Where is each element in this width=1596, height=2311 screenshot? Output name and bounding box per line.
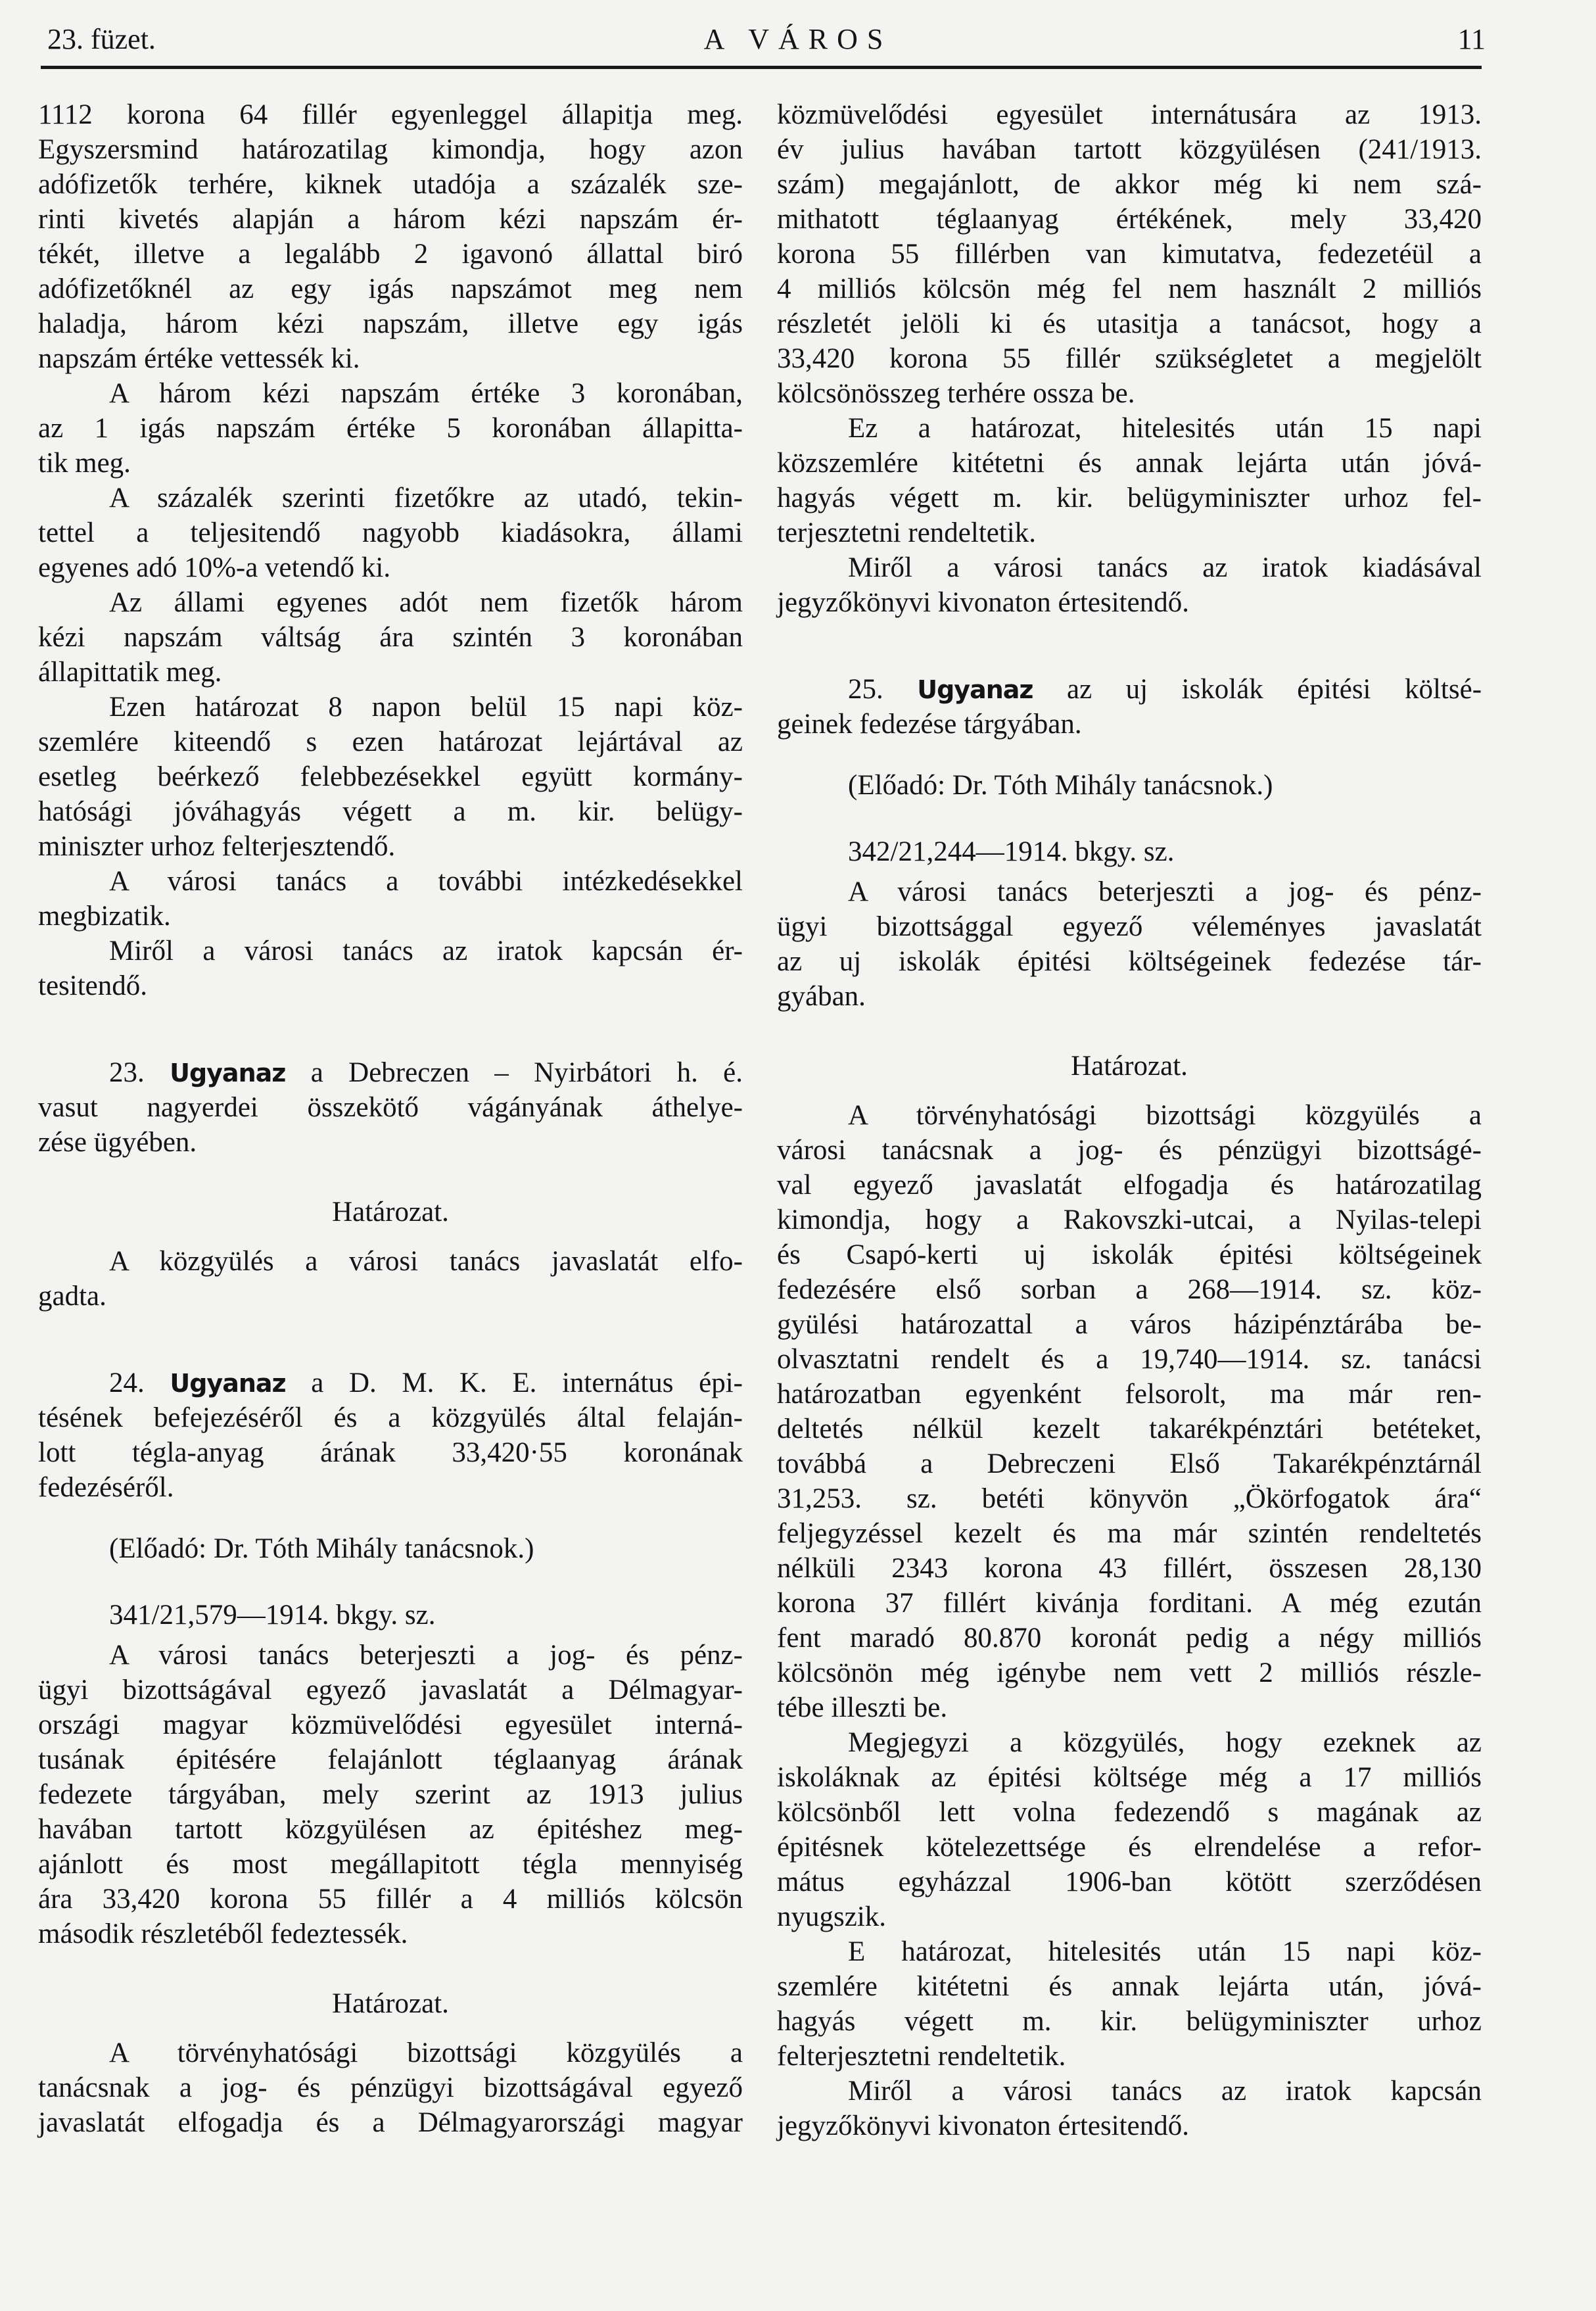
text-line: szemlére kiteendő s ezen határozat lejártával az (38, 727, 743, 757)
text-line: A városi tanács beterjeszti a jog- és pénz- (848, 876, 1482, 907)
text-line: A törvényhatósági bizottsági közgyülés a (848, 1100, 1482, 1131)
text-line: esetleg beérkező felebbezésekkel együtt kormány- (38, 761, 743, 792)
paragraph (38, 2036, 743, 2140)
text-line: geinek fedezése tárgyában. (777, 709, 1082, 740)
text-line: miniszter urhoz felterjesztendő. (38, 831, 396, 862)
text-line: hagyás végett m. kir. belügyminiszter urhoz fel- (777, 483, 1482, 513)
text-line: gyában. (777, 981, 866, 1012)
text-line: A városi tanács a további intézkedésekkel (109, 866, 743, 897)
text-line: lott tégla-anyag árának 33,420·55 koronának (38, 1437, 743, 1468)
text-line: feljegyzéssel kezelt és ma már szintén rendeltetés (777, 1518, 1482, 1549)
text-line: zése ügyében. (38, 1127, 197, 1158)
item-text: a Debreczen – Nyirbátori h. é. (285, 1057, 743, 1088)
text-line: gyülési határozattal a város házipénztárába be- (777, 1309, 1482, 1340)
text-line: tik meg. (38, 448, 131, 479)
text-line: haladja, három kézi napszám, illetve egy igás (38, 308, 743, 339)
text-line: tésének befejezéséről és a közgyülés által felaján- (38, 1402, 743, 1433)
text-line: ügyi bizottságával egyező javaslatát a Délmagyar- (38, 1675, 743, 1705)
text-line: épitésnek kötelezettsége és elrendelése a refor- (777, 1832, 1482, 1863)
text-line: hagyás végett m. kir. belügyminiszter urhoz (777, 2006, 1482, 2037)
agenda-item-title (38, 1366, 743, 1505)
text-line: Határozat. (332, 1988, 449, 2019)
section-heading (38, 1195, 743, 1229)
text-line: jegyzőkönyvi kivonaton értesitendő. (777, 587, 1189, 618)
paragraph (38, 1638, 743, 1951)
paragraph (777, 411, 1482, 550)
text-line: mátus egyházzal 1906-ban kötött szerződésen (777, 1867, 1482, 1897)
text-line: A százalék szerinti fizetőkre az utadó, tekin- (109, 483, 743, 513)
text-line: szemlére kitétetni és annak lejárta után, jóvá- (777, 1971, 1482, 2002)
text-line: 342/21,244—1914. bkgy. sz. (848, 836, 1175, 867)
text-line: országi magyar közmüvelődési egyesület interná- (38, 1709, 743, 1740)
item-keyword: Ugyanaz (170, 1369, 286, 1398)
text-line: A városi tanács beterjeszti a jog- és pénz- (109, 1640, 743, 1671)
text-line: hatósági jóváhagyás végett a m. kir. belügy- (38, 796, 743, 827)
text-line: tettel a teljesitendő nagyobb kiadásokra, állami (38, 517, 743, 548)
text-line: napszám értéke vettessék ki. (38, 343, 360, 374)
paragraph (38, 481, 743, 585)
text-line: fedezéséről. (38, 1472, 174, 1503)
text-line: 4 milliós kölcsön még fel nem használt 2 milliós (777, 274, 1482, 304)
text-line: továbbá a Debreczeni Első Takarékpénztárnál (777, 1448, 1482, 1479)
text-line: tusának épitésére felajánlott téglaanyag árának (38, 1744, 743, 1775)
text-line: Miről a városi tanács az iratok kapcsán ér- (109, 936, 743, 966)
text-line: mithatott téglaanyag értékének, mely 33,420 (777, 204, 1482, 235)
speaker (38, 1531, 743, 1566)
text-line: deltetés nélkül kezelt takarékpénztári betéteket, (777, 1414, 1482, 1444)
text-line: val egyező javaslatát elfogadja és határozatilag (777, 1170, 1482, 1201)
text-line: kézi napszám váltság ára szintén 3 koronában (38, 622, 743, 653)
text-line: vasut nagyerdei összekötő vágányának áthelye- (38, 1092, 743, 1123)
text-line: Ezen határozat 8 napon belül 15 napi köz- (109, 692, 743, 723)
text-line: Miről a városi tanács az iratok kiadásával (848, 552, 1482, 583)
text-line: 31,253. sz. betéti könyvön „Ökörfogatok ára“ (777, 1483, 1482, 1514)
text-line: Az állami egyenes adót nem fizetők három (109, 587, 743, 618)
paragraph (777, 2074, 1482, 2143)
text-line: Határozat. (332, 1197, 449, 1227)
section-heading (777, 1049, 1482, 1084)
text-line: az 1 igás napszám értéke 5 koronában állapitta- (38, 413, 743, 444)
text-line: terjesztetni rendeltetik. (777, 517, 1036, 548)
text-line: rinti kivetés alapján a három kézi napszám ér- (38, 204, 743, 235)
text-line: 341/21,579—1914. bkgy. sz. (109, 1600, 436, 1631)
text-line: kölcsönön még igénybe nem vett 2 milliós részle- (777, 1657, 1482, 1688)
text-line: iskoláknak az épitési költsége még a 17 milliós (777, 1762, 1482, 1793)
text-line: jegyzőkönyvi kivonaton értesitendő. (777, 2110, 1189, 2141)
item-text: a D. M. K. E. internátus épi- (285, 1368, 743, 1398)
text-line: (Előadó: Dr. Tóth Mihály tanácsnok.) (848, 770, 1273, 801)
text-line: A közgyülés a városi tanács javaslatát elfo- (109, 1246, 743, 1277)
paragraph (777, 1098, 1482, 1725)
text-line: fedezésére első sorban a 268—1914. sz. köz- (777, 1274, 1482, 1305)
paragraph (38, 934, 743, 1003)
paragraph (38, 585, 743, 690)
text-line: nyugszik. (777, 1901, 887, 1932)
text-line: tanácsnak a jog- és pénzügyi bizottságával egyező (38, 2072, 743, 2103)
text-line: határozatban egyenként felsorolt, ma már ren- (777, 1379, 1482, 1410)
text-line: részletét jelöli ki és utasitja a tanácsot, hogy a (777, 308, 1482, 339)
item-keyword: Ugyanaz (917, 675, 1033, 704)
text-line: tébe illeszti be. (777, 1692, 948, 1723)
item-text: 23. (109, 1057, 170, 1088)
paragraph (777, 550, 1482, 620)
header-rule (41, 66, 1482, 69)
text-line: ajánlott és most megállapitott tégla mennyiség (38, 1849, 743, 1880)
paragraph (777, 1725, 1482, 1934)
text-line: nélküli 2343 korona 43 fillért, összesen 28,130 (777, 1553, 1482, 1584)
text-line: tesitendő. (38, 970, 147, 1001)
paragraph (777, 874, 1482, 1014)
item-text: 25. (848, 674, 918, 705)
page-number: 11 (1457, 23, 1486, 55)
text-line: állapittatik meg. (38, 657, 222, 688)
text-line: második részletéből fedeztessék. (38, 1918, 408, 1949)
paragraph (38, 690, 743, 864)
text-line: és Csapó-kerti uj iskolák épitési költségeinek (777, 1239, 1482, 1270)
text-line: kimondja, hogy a Rakovszki-utcai, a Nyilas-telepi (777, 1204, 1482, 1235)
section-heading (38, 1986, 743, 2021)
text-line: E határozat, hitelesités után 15 napi köz- (848, 1936, 1482, 1967)
text-line: Határozat. (1071, 1051, 1188, 1082)
text-line: az uj iskolák épitési költségeinek fedezése tár- (777, 946, 1482, 977)
paragraph (38, 376, 743, 481)
text-line: Miről a városi tanács az iratok kapcsán (848, 2076, 1482, 2107)
text-line: szám) megajánlott, de akkor még ki nem szá- (777, 169, 1482, 200)
text-line (38, 1366, 743, 1400)
text-line: olvasztatni rendelt és a 19,740—1914. sz. tanácsi (777, 1344, 1482, 1375)
text-line: 33,420 korona 55 fillér szükségletet a megjelölt (777, 343, 1482, 374)
text-line: havában tartott közgyülésen az épitéshez meg- (38, 1814, 743, 1845)
text-line: Megjegyzi a közgyülés, hogy ezeknek az (848, 1727, 1482, 1758)
paragraph (38, 864, 743, 934)
paragraph (38, 1244, 743, 1314)
text-line: Egyszersmind határozatilag kimondja, hogy azon (38, 134, 743, 165)
column-left (38, 97, 743, 2140)
paragraph (777, 97, 1482, 411)
text-line: fedezete tárgyában, mely szerint az 1913 julius (38, 1779, 743, 1810)
text-line: év julius havában tartott közgyülésen (241/1913. (777, 134, 1482, 165)
text-line: korona 55 fillérben van kimutatva, fedezetéül a (777, 239, 1482, 270)
text-line: városi tanácsnak a jog- és pénzügyi bizottságé- (777, 1135, 1482, 1166)
item-keyword: Ugyanaz (170, 1059, 286, 1087)
issue-label: 23. füzet. (47, 23, 156, 55)
text-line: kölcsönből lett volna fedezendő s magának az (777, 1797, 1482, 1828)
text-line: közmüvelődési egyesület internátusára az 1913. (777, 99, 1482, 130)
text-line: közszemlére kitétetni és annak lejárta után jóvá- (777, 448, 1482, 479)
paragraph (38, 97, 743, 376)
item-text: 24. (109, 1368, 170, 1398)
text-line: tékét, illetve a legalább 2 igavonó állattal biró (38, 239, 743, 270)
text-line: adófizetőknél az egy igás napszámot meg nem (38, 274, 743, 304)
paragraph (777, 1934, 1482, 2074)
reference (38, 1598, 743, 1632)
column-right (777, 97, 1482, 2143)
text-line (777, 672, 1482, 707)
text-line: gadta. (38, 1281, 106, 1312)
text-line: korona 37 fillért kivánja forditani. A még ezután (777, 1588, 1482, 1619)
text-line: megbizatik. (38, 901, 171, 932)
text-line: ügyi bizottsággal egyező véleményes javaslatát (777, 911, 1482, 942)
agenda-item-title (38, 1055, 743, 1160)
text-line: adófizetők terhére, kiknek utadója a százalék sze- (38, 169, 743, 200)
text-line: A törvényhatósági bizottsági közgyülés a (109, 2037, 743, 2068)
text-line (38, 1055, 743, 1090)
text-line: Ez a határozat, hitelesités után 15 napi (848, 413, 1482, 444)
text-line: (Előadó: Dr. Tóth Mihály tanácsnok.) (109, 1533, 534, 1564)
journal-title: A VÁROS (703, 23, 893, 55)
text-line: javaslatát elfogadja és a Délmagyarországi magyar (38, 2107, 743, 2138)
text-line: fent maradó 80.870 koronát pedig a négy milliós (777, 1623, 1482, 1654)
item-text: az uj iskolák épitési költsé- (1033, 674, 1482, 705)
text-line: felterjesztetni rendeltetik. (777, 2041, 1066, 2072)
text-line: kölcsönösszeg terhére ossza be. (777, 378, 1135, 409)
text-line: egyenes adó 10%-a vetendő ki. (38, 552, 391, 583)
text-line: ára 33,420 korona 55 fillér a 4 milliós kölcsön (38, 1884, 743, 1915)
text-line: 1112 korona 64 fillér egyenleggel állapitja meg. (38, 99, 743, 130)
reference (777, 834, 1482, 869)
agenda-item-title (777, 672, 1482, 742)
text-line: A három kézi napszám értéke 3 koronában, (109, 378, 743, 409)
speaker (777, 768, 1482, 803)
